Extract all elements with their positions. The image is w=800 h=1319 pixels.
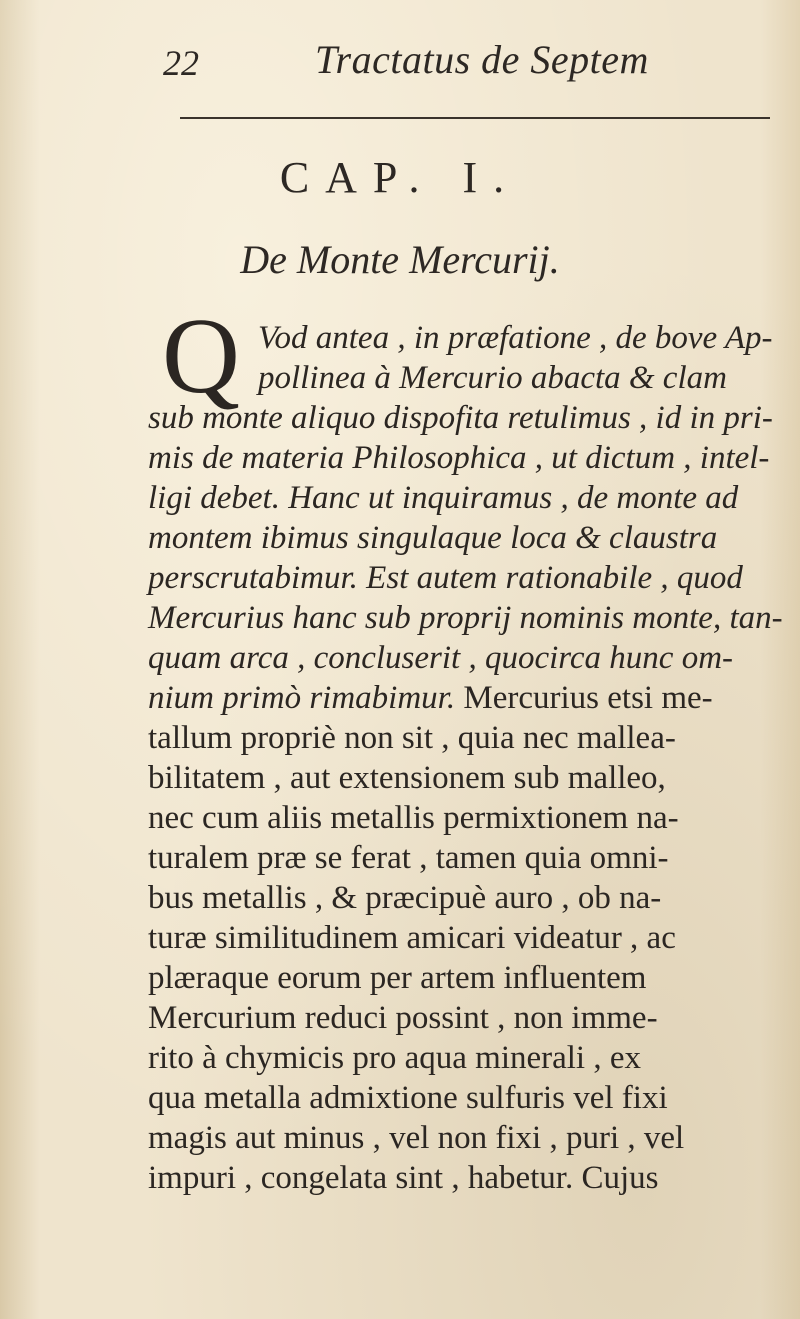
text-line xyxy=(148,358,768,398)
text-line xyxy=(148,718,768,758)
text-line xyxy=(148,998,768,1038)
text-line-content: nium primò rimabimur. xyxy=(148,680,456,716)
text-line-content: bilitatem , aut extensionem sub malleo, xyxy=(148,760,666,796)
text-line-content: quam arca , concluserit , quocirca hunc om- xyxy=(148,640,734,676)
text-line xyxy=(148,518,768,558)
text-line xyxy=(148,478,768,518)
chapter-heading: CAP. I. xyxy=(279,153,521,202)
text-line-content: nec cum aliis metallis permixtionem na- xyxy=(148,800,679,836)
body-text xyxy=(148,297,783,1198)
text-line xyxy=(148,558,768,598)
text-line xyxy=(148,838,768,878)
text-line xyxy=(148,1118,768,1158)
drop-cap: Q xyxy=(162,297,240,416)
text-line-content: qua metalla admixtione sulfuris vel fixi xyxy=(148,1080,668,1116)
text-line xyxy=(148,678,768,718)
text-line-content: magis aut minus , vel non fixi , puri , vel xyxy=(148,1120,685,1156)
header-rule xyxy=(180,117,770,119)
text-line xyxy=(148,1158,768,1198)
text-line xyxy=(148,1078,768,1118)
text-line-content: sub monte aliquo dispofita retulimus , id in pri- xyxy=(148,400,773,436)
running-title: Tractatus de Septem xyxy=(315,37,649,82)
text-line-content: turalem præ se ferat , tamen quia omni- xyxy=(148,840,669,876)
text-line-content: plæraque eorum per artem influentem xyxy=(148,960,647,996)
text-line xyxy=(148,798,768,838)
page-number: 22 xyxy=(163,43,199,83)
text-line-content: Mercurius hanc sub proprij nominis monte, tan- xyxy=(148,600,783,636)
text-line xyxy=(148,598,783,638)
text-line xyxy=(148,438,768,478)
text-line-content: pollinea à Mercurio abacta & clam xyxy=(258,360,727,396)
text-line-content: montem ibimus singulaque loca & claustra xyxy=(148,520,718,556)
text-line-content: rito à chymicis pro aqua minerali , ex xyxy=(148,1040,642,1076)
text-line xyxy=(148,318,773,358)
text-line xyxy=(148,1038,768,1078)
text-line-content: bus metallis , & præcipuè auro , ob na- xyxy=(148,880,662,916)
chapter-subtitle: De Monte Mercurij. xyxy=(240,237,560,282)
text-line xyxy=(148,958,768,998)
text-line-content: Mercurium reduci possint , non imme- xyxy=(148,1000,658,1036)
text-line xyxy=(148,398,773,438)
text-line-content: tallum propriè non sit , quia nec mallea- xyxy=(148,720,676,756)
text-line-content: ligi debet. Hanc ut inquiramus , de monte ad xyxy=(148,480,739,516)
text-line xyxy=(148,878,768,918)
text-line-roman-tail: Mercurius etsi me- xyxy=(455,680,713,716)
text-line-content: perscrutabimur. Est autem rationabile , quod xyxy=(148,560,743,596)
text-line-content: impuri , congelata sint , habetur. Cujus xyxy=(148,1160,659,1196)
text-line xyxy=(148,758,768,798)
page-header xyxy=(0,30,800,83)
text-line-content: mis de materia Philosophica , ut dictum , intel- xyxy=(148,440,770,476)
text-line-content: Vod antea , in præfatione , de bove Ap- xyxy=(258,320,773,356)
text-line-content: turæ similitudinem amicari videatur , ac xyxy=(148,920,676,956)
text-line xyxy=(148,638,768,678)
text-line xyxy=(148,918,768,958)
